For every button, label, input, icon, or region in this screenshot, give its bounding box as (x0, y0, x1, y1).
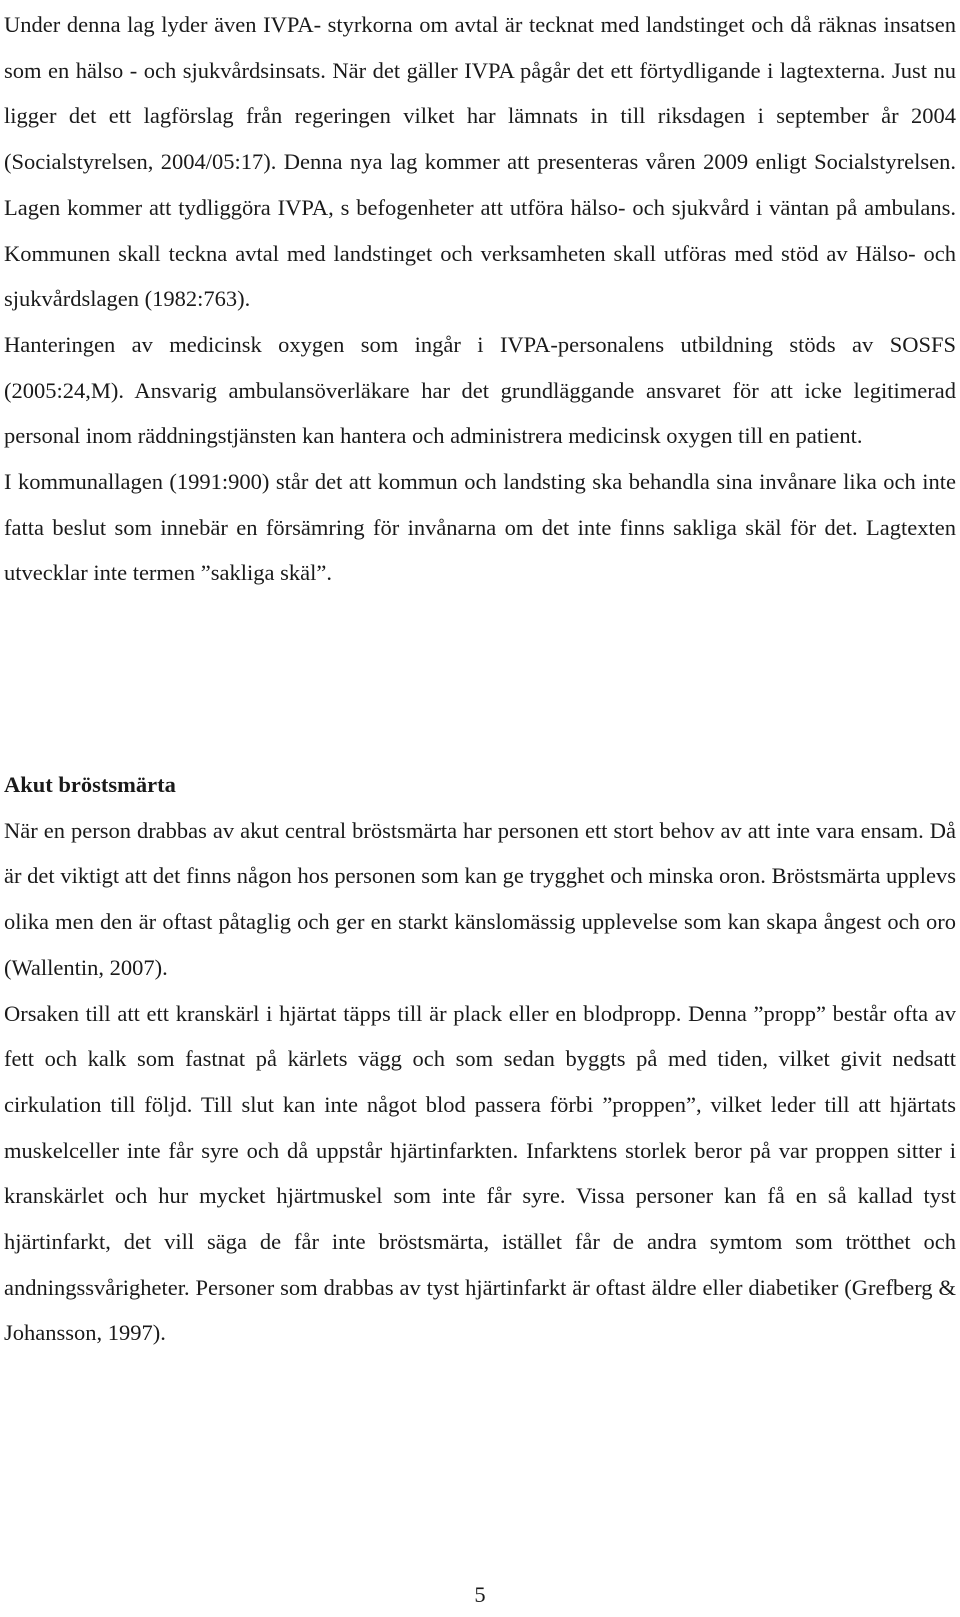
paragraph-oxygen-handling: Hanteringen av medicinsk oxygen som ingår i IVPA-personalens utbildning stöds av SOSFS (2005:24,M). Ansvarig ambulansöverläkare har det grundläggande ansvaret för att icke legitimerad personal inom räddningstjänsten kan hantera och administrera medicinsk oxygen till en patient. (4, 331, 956, 449)
page-number: 5 (474, 1582, 486, 1607)
section-heading: Akut bröstsmärta (4, 772, 176, 797)
paragraph-chest-pain: När en person drabbas av akut central bröstsmärta har personen ett stort behov av att inte vara ensam. Då är det viktigt att det finns någon hos personen som kan ge trygghet och minska oron. Bröstsmärta upplevs olika men den är oftast påtaglig och ger en starkt känslomässig upplevelse som kan skapa ångest och oro (Wallentin, 2007). (4, 817, 956, 980)
paragraph-heart-attack-cause: Orsaken till att ett kranskärl i hjärtat täpps till är plack eller en blodpropp. Denna ”propp” består ofta av fett och kalk som fastnat på kärlets vägg och som sedan byggts på med tiden, vilket givit nedsatt cirkulation till följd. Till slut kan inte något blod passera förbi ”proppen”, vilket leder till att hjärtats muskelceller inte får syre och då uppstår hjärtinfarkten. Infarktens storlek beror på var proppen sitter i kranskärlet och hur mycket hjärtmuskel som inte får syre. Vissa personer kan få en så kallad tyst hjärtinfarkt, det vill säga de får inte bröstsmärta, istället får de andra symtom som trötthet och andningssvårigheter. Personer som drabbas av tyst hjärtinfarkt är oftast äldre eller diabetiker (Grefberg & Johansson, 1997). (4, 1000, 956, 1346)
paragraph-kommunallagen: I kommunallagen (1991:900) står det att kommun och landsting ska behandla sina invånare lika och inte fatta beslut som innebär en försämring för invånarna om det inte finns sakliga skäl för det. Lagtexten utvecklar inte termen ”sakliga skäl”. (4, 469, 956, 586)
paragraph-ivpa-law: Under denna lag lyder även IVPA- styrkorna om avtal är tecknat med landstinget och då räknas insatsen som en hälso - och sjukvårdsinsats. När det gäller IVPA pågår det ett förtydligande i lagtexterna. Just nu ligger det ett lagförslag från regeringen vilket har lämnats in till riksdagen i september år 2004 (Socialstyrelsen, 2004/05:17). Denna nya lag kommer att presenteras våren 2009 enligt Socialstyrelsen. Lagen kommer att tydliggöra IVPA, s befogenheter att utföra hälso- och sjukvård i väntan på ambulans. Kommunen skall teckna avtal med landstinget och verksamheten skall utföras med stöd av Hälso- och sjukvårdslagen (1982:763). (4, 12, 956, 312)
body-text-top (4, 2, 956, 596)
section-akut-brostsmarta (4, 762, 956, 1356)
